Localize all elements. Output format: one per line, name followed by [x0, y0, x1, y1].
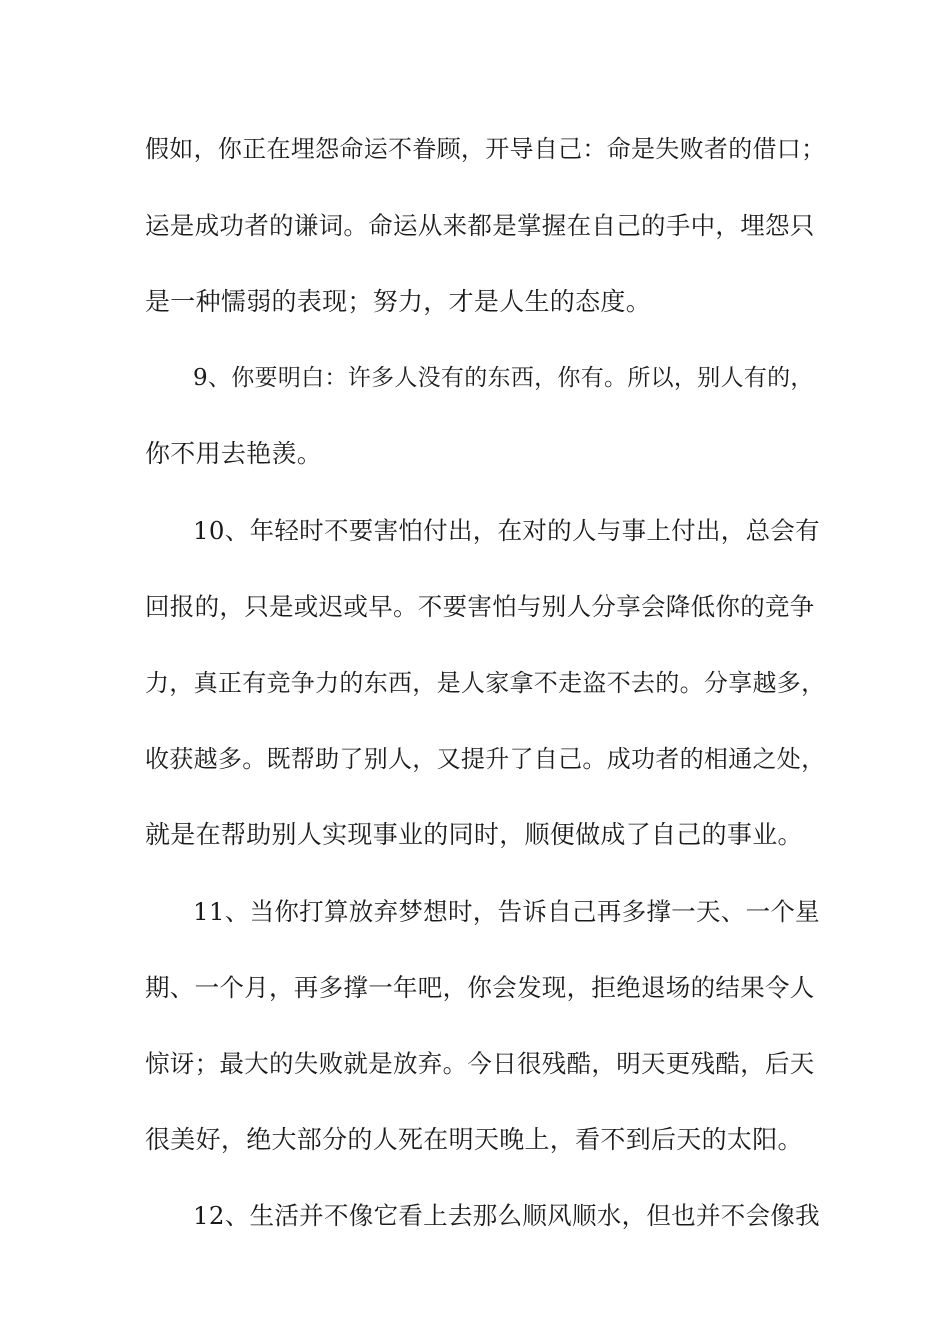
text-line: 很美好，绝大部分的人死在明天晚上，看不到后天的太阳。 [145, 1125, 803, 1154]
text-line: 期、一个月，再多撑一年吧，你会发现，拒绝退场的结果令人 [145, 973, 815, 1002]
text-line: 12、生活并不像它看上去那么顺风顺水，但也并不会像我 [193, 1201, 820, 1230]
text-line: 11、当你打算放弃梦想时，告诉自己再多撑一天、一个星 [193, 897, 820, 926]
text-line: 你不用去艳羡。 [145, 439, 323, 468]
text-line: 假如，你正在埋怨命运不眷顾，开导自己：命是失败者的借口； [145, 135, 826, 163]
text-line: 就是在帮助别人实现事业的同时，顺便做成了自己的事业。 [145, 820, 803, 849]
text-line: 力，真正有竞争力的东西，是人家拿不走盗不去的。分享越多， [145, 669, 826, 697]
text-line: 收获越多。既帮助了别人，又提升了自己。成功者的相通之处， [145, 745, 826, 773]
text-line: 9、你要明白：许多人没有的东西，你有。所以，别人有的， [193, 365, 814, 391]
text-line: 惊讶；最大的失败就是放弃。今日很残酷，明天更残酷，后天 [145, 1049, 815, 1078]
text-line: 运是成功者的谦词。命运从来都是掌握在自己的手中，埋怨只 [145, 211, 815, 240]
text-line: 回报的，只是或迟或早。不要害怕与别人分享会降低你的竞争 [145, 592, 815, 621]
text-line: 是一种懦弱的表现；努力，才是人生的态度。 [145, 287, 652, 316]
text-line: 10、年轻时不要害怕付出，在对的人与事上付出，总会有 [193, 516, 820, 545]
